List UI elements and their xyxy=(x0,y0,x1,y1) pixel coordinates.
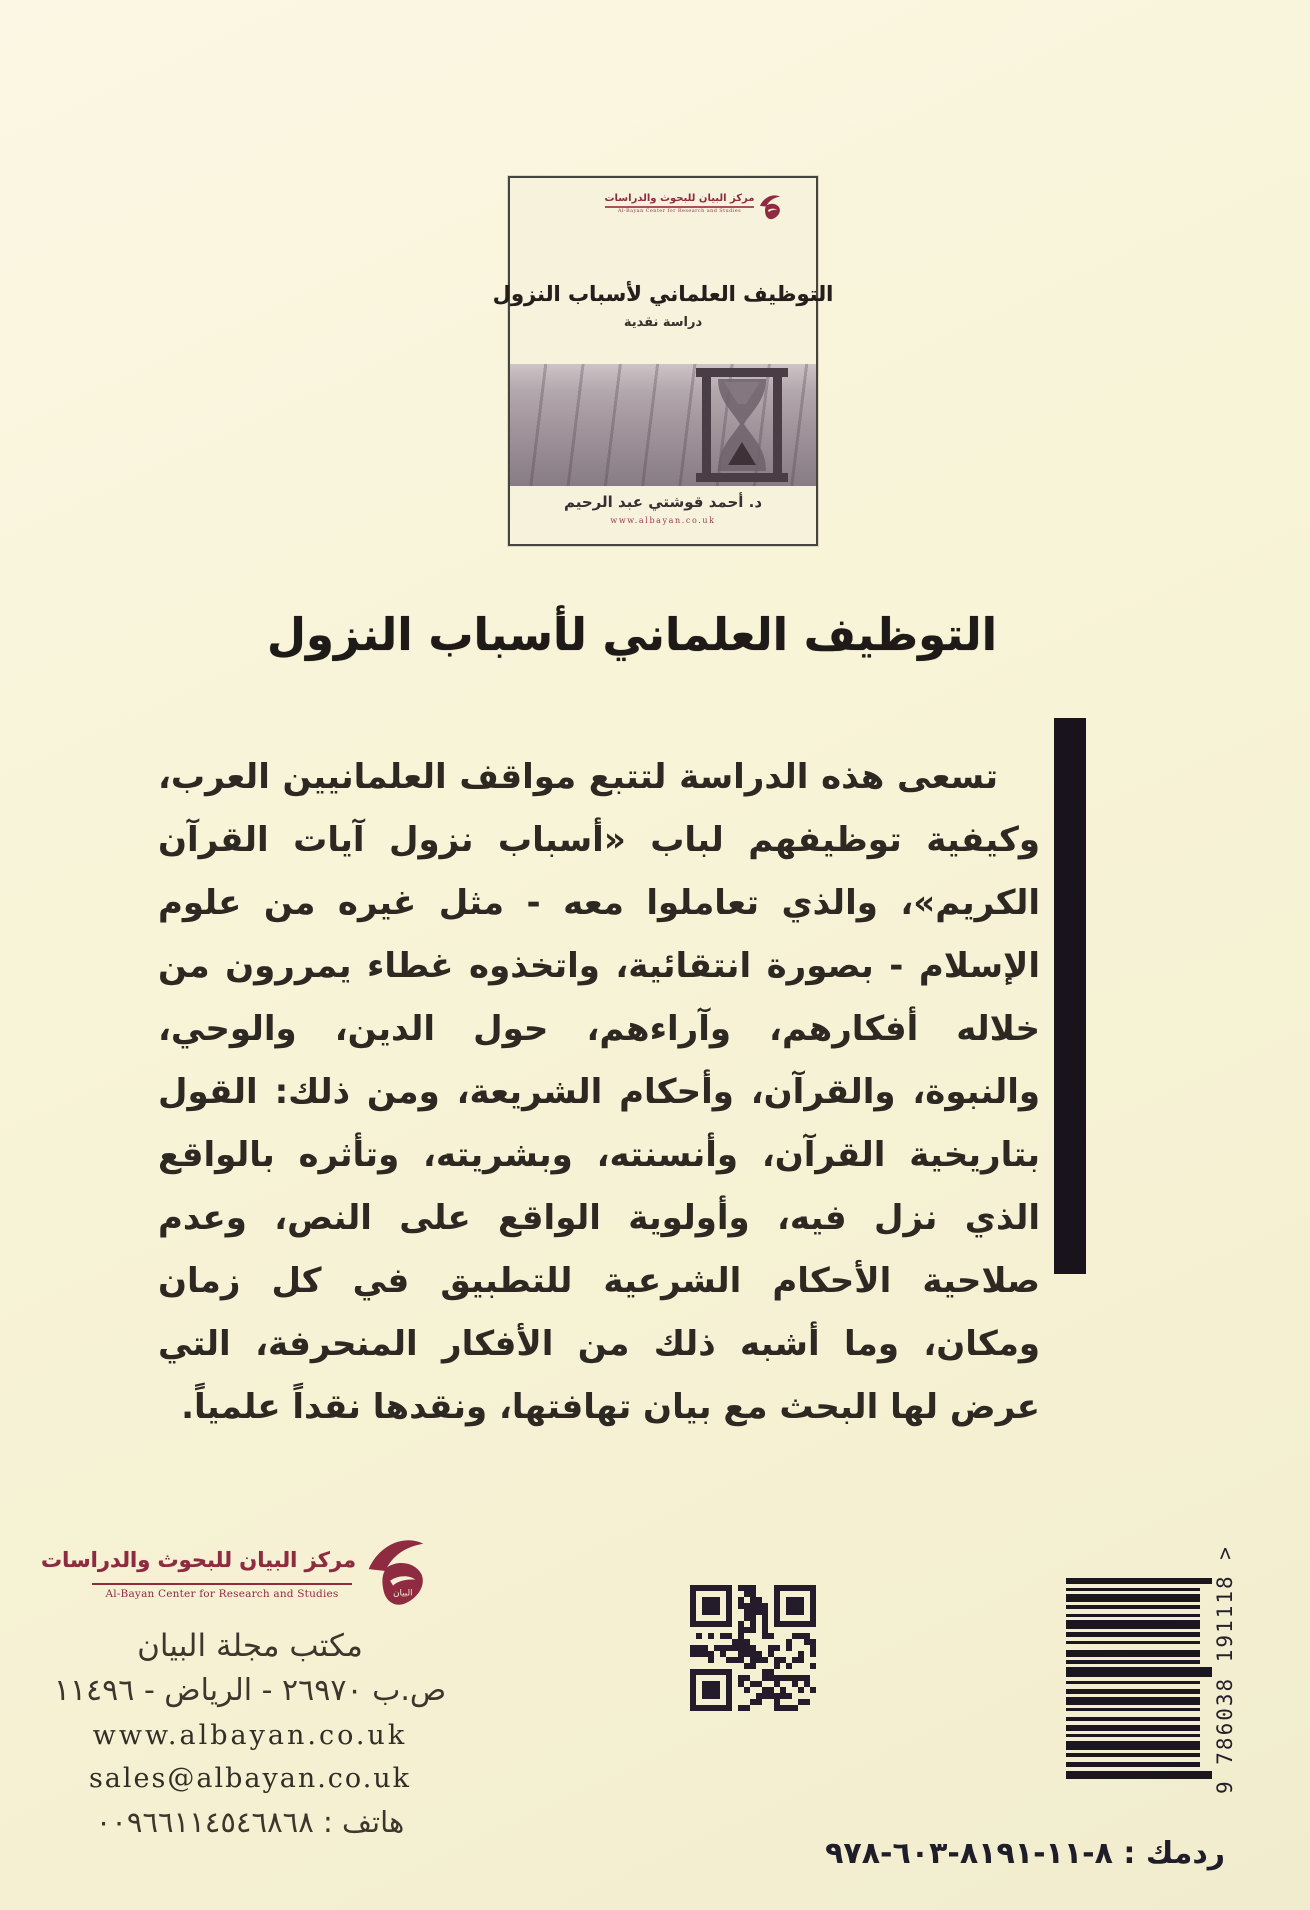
thumbnail-publisher-name-en: Al-Bayan Center for Research and Studies xyxy=(617,208,742,214)
publisher-logo xyxy=(41,1534,433,1610)
thumbnail-publisher-name: مركز البيان للبحوث والدراسات xyxy=(604,193,755,204)
publisher-address-block xyxy=(35,1628,465,1839)
thumbnail-publisher-logo xyxy=(605,193,782,221)
front-cover-thumbnail xyxy=(492,176,834,546)
thumbnail-title: التوظيف العلماني لأسباب النزول xyxy=(492,282,834,306)
thumbnail-website: www.albayan.co.uk xyxy=(610,516,716,525)
publisher-emblem-icon xyxy=(366,1534,426,1610)
barcode-arrow: > xyxy=(1213,1545,1237,1560)
isbn-line xyxy=(825,1836,1225,1871)
office-line: مكتب مجلة البيان xyxy=(137,1628,363,1664)
qr-code xyxy=(690,1585,816,1711)
emblem-text: البيان xyxy=(393,1588,413,1599)
thumbnail-subtitle: دراسة نقدية xyxy=(623,315,703,330)
hourglass-photo xyxy=(510,364,816,486)
summary-paragraph: تسعى هذه الدراسة لتتبع مواقف العلمانيين العرب، وكيفية توظيفهم لباب «أسباب نزول آيات القرآن الكريم»، والذي تعاملوا معه - مثل غيره من علوم الإسلام - بصورة انتقائية، واتخذوه غطاء يمررون من خلاله أفكارهم، وآراءهم، حول الدين، والوحي، والنبوة، والقرآن، وأحكام الشريعة، ومن ذلك: القول بتاريخية القرآن، وأنسنته، وبشريته، وتأثره بالواقع الذي نزل فيه، وأولوية الواقع على النص، وعدم صلاحية الأحكام الشرعية للتطبيق في كل زمان ومكان، وما أشبه ذلك من الأفكار المنحرفة، التي عرض لها البحث مع بيان تهافتها، ونقدها نقداً علمياً. xyxy=(158,757,1040,1427)
book-title: التوظيف العلماني لأسباب النزول xyxy=(266,607,998,661)
barcode-number: 9 786038 191118 > xyxy=(1213,1545,1237,1794)
hourglass-icon xyxy=(694,368,790,482)
publisher-website: www.albayan.co.uk xyxy=(92,1720,408,1751)
phone-line xyxy=(35,1805,465,1839)
thumbnail-author: د. أحمد قوشتي عبد الرحيم xyxy=(563,493,763,511)
phone-number: ٠٠٩٦٦١١٤٥٤٦٨٦٨ xyxy=(95,1805,314,1839)
publisher-email: sales@albayan.co.uk xyxy=(88,1763,412,1794)
isbn-barcode xyxy=(1066,1578,1212,1790)
publisher-name-arabic: مركز البيان للبحوث والدراسات xyxy=(41,1548,356,1572)
isbn-value: ٩٧٨-٦٠٣-٨١٩١-١١-٨ xyxy=(825,1836,1113,1871)
publisher-logo-rule xyxy=(92,1583,352,1585)
thumbnail-logo-rule xyxy=(605,206,755,208)
phone-label: هاتف : xyxy=(323,1805,405,1839)
publisher-name-english: Al-Bayan Center for Research and Studies xyxy=(105,1588,339,1600)
po-box-line: ص.ب ٢٦٩٧٠ - الرياض - ١١٤٩٦ xyxy=(53,1673,447,1708)
publisher-emblem-icon xyxy=(759,193,781,221)
decorative-side-bar xyxy=(1054,718,1086,1274)
isbn-label: ردمك : xyxy=(1123,1836,1225,1871)
